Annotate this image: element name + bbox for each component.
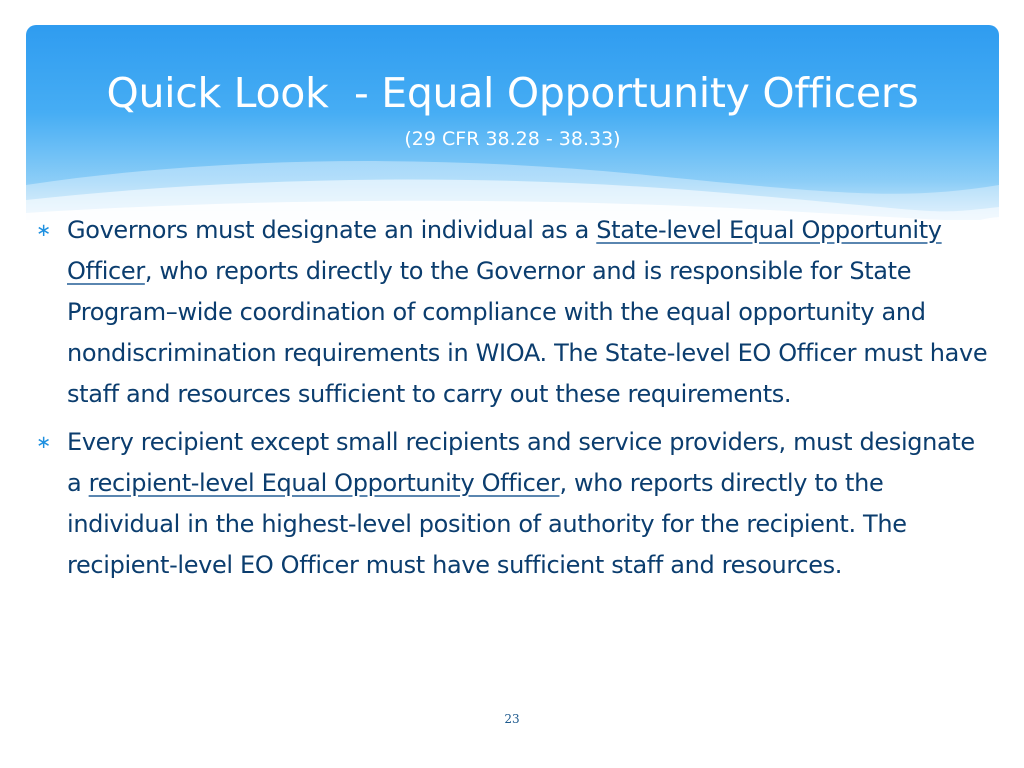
asterisk-bullet-icon: ∗ xyxy=(36,432,51,453)
bullet-text-before: Every recipient except small recipients and service providers, must designate a xyxy=(67,428,975,497)
slide-title: Quick Look - Equal Opportunity Officers xyxy=(106,69,919,117)
bullet-text-after: , who reports directly to the Governor and is responsible for State Program–wide coordination of compliance with the equal opportunity and nondiscrimination requirements in WIOA. The State-level EO Officer must have staff and resources sufficient to carry out these requirements. xyxy=(67,257,988,408)
asterisk-bullet-icon: ∗ xyxy=(36,220,51,241)
recipient-level-eo-officer-link[interactable]: recipient-level Equal Opportunity Officer xyxy=(88,469,560,497)
bullet-text-after: , who reports directly to the individual in the highest-level position of authority for the recipient. The recipient-level EO Officer must have sufficient staff and resources. xyxy=(67,469,907,579)
state-level-eo-officer-link[interactable]: State-level Equal Opportunity Officer xyxy=(67,216,942,285)
bullet-text-before: Governors must designate an individual as a xyxy=(67,216,597,244)
slide-subtitle: (29 CFR 38.28 - 38.33) xyxy=(404,128,621,150)
header-wave-decoration xyxy=(26,25,999,220)
bullet-list xyxy=(36,210,996,593)
bullet-item xyxy=(36,210,996,415)
header-band xyxy=(26,25,999,220)
page-number: 23 xyxy=(504,712,520,726)
bullet-item xyxy=(36,422,996,586)
